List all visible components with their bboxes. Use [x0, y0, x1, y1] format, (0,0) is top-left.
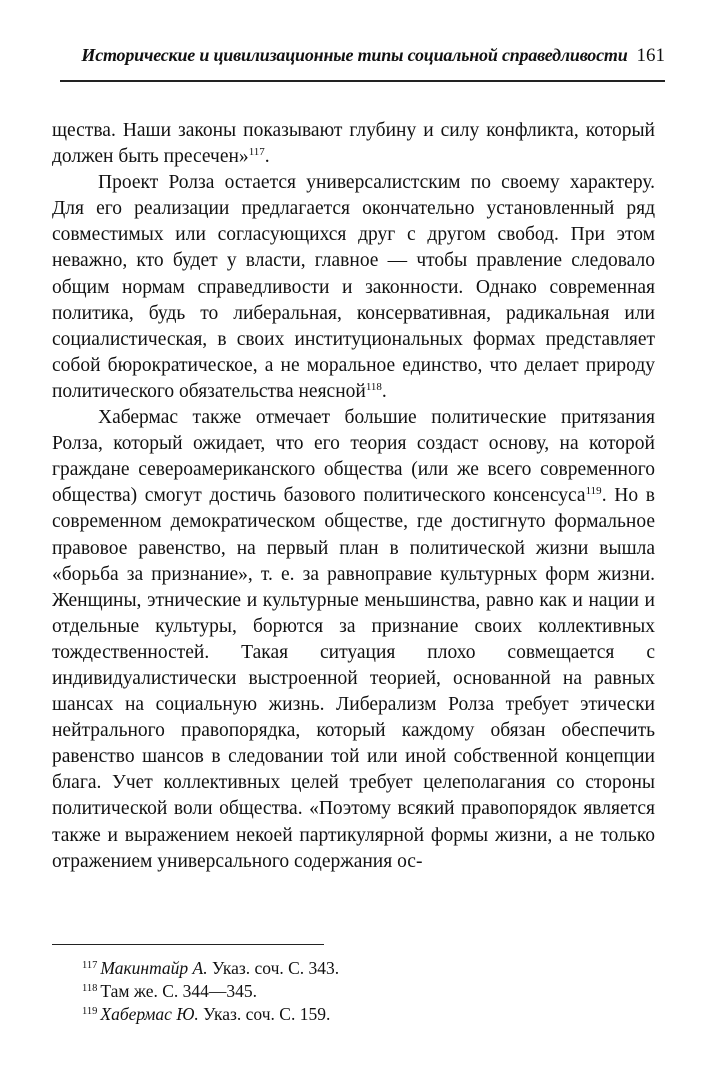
page-number: 161 [636, 45, 665, 66]
running-title: Исторические и цивилизационные типы социальной справедливости [81, 45, 628, 65]
footnote-ref-117[interactable]: 117 [248, 146, 265, 159]
body-text [52, 118, 655, 875]
footnote-number: 118 [82, 983, 98, 994]
footnote-ref-119[interactable]: 119 [585, 485, 602, 498]
footnote-author: Макинтайр А. [100, 958, 208, 978]
paragraph-1 [52, 118, 655, 170]
footnotes [82, 957, 662, 1026]
footnote-117 [82, 957, 662, 980]
paragraph-2-end: . [381, 380, 387, 402]
paragraph-2-text: Проект Ролза остается универсалистским по своему характеру. Для его реализации предлагается окончательно установленный ряд совместимых или согласующихся друг с другом свобод. При этом неважно, кто будет у власти, главное — чтобы правление следовало общим нормам справедливости и законности. Однако современная политика, будь то либеральная, консервативная, радикальная или социалистическая, в своих институциональных формах представляет собой бюрократическое, а не моральное единство, что делает природу политического обязательства неясной [52, 172, 655, 402]
paragraph-3-text-b: . Но в современном демократическом обществе, где достигнуто формальное правовое равенство, на первый план в политической жизни вышла «борьба за признание», т. е. за равноправие культурных форм жизни. Женщины, этнические и культурные меньшинства, равно как и нации и отдельные культуры, борются за признание своих коллективных тождественностей. Такая ситуация плохо совмещается с индивидуалистически выстроенной теорией, основанной на равных шансах на социальную жизнь. Либерализм Ролза требует этически нейтрального правопорядка, который каждому обязан обеспечить равенство шансов в следовании той или иной собственной концепции блага. Учет коллективных целей требует целеполагания со стороны политической воли общества. «Поэтому всякий правопорядок является также и выражением некоей партикулярной формы жизни, а не только отражением универсального содержания ос- [52, 485, 655, 872]
footnote-number: 117 [82, 960, 98, 971]
footnote-ref-118[interactable]: 118 [365, 380, 382, 393]
paragraph-1-end: . [264, 146, 270, 168]
footnote-rule [52, 944, 324, 945]
paragraph-1-text: щества. Наши законы показывают глубину и силу конфликта, который должен быть пресечен» [52, 120, 655, 168]
footnote-source: Указ. соч. С. 343. [212, 958, 340, 978]
footnote-118 [82, 980, 662, 1003]
footnote-author: Хабермас Ю. [100, 1004, 199, 1024]
footnote-source: Там же. С. 344—345. [100, 981, 258, 1001]
paragraph-2 [52, 170, 655, 405]
footnote-source: Указ. соч. С. 159. [203, 1004, 331, 1024]
paragraph-3 [52, 405, 655, 875]
footnote-119 [82, 1003, 662, 1026]
paragraph-3-text-a: Хабермас также отмечает большие политические притязания Ролза, который ожидает, что его теория создаст основу, на которой граждане североамериканского общества (или же всего современного общества) смогут достичь базового политического консенсуса [52, 407, 655, 507]
header-rule [60, 80, 665, 82]
footnote-number: 119 [82, 1006, 98, 1017]
running-header [60, 44, 665, 67]
